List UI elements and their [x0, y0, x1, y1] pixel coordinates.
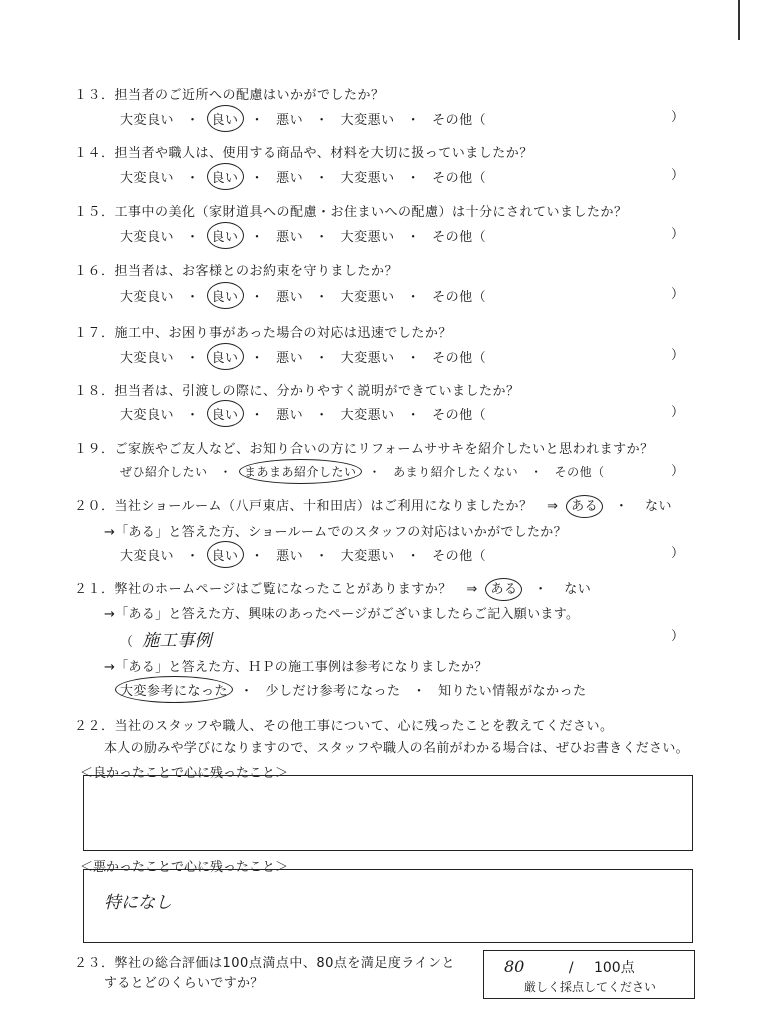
separator: ・	[250, 290, 265, 305]
question-18: １８．担当者は、引渡しの際に、分かりやすく説明ができていましたか？	[74, 384, 520, 399]
q13-option-other[interactable]: その他（	[432, 113, 487, 128]
q18-option-selected[interactable]: 良い	[212, 404, 239, 423]
score-box[interactable]	[483, 950, 695, 999]
q14-option[interactable]: 大変悪い	[340, 171, 395, 186]
separator: ・	[406, 113, 421, 128]
separator: ・	[250, 408, 265, 423]
q22-instructions: 本人の励みや学びになりますので、スタッフや職人の名前がわかる場合は、ぜひお書きください。	[104, 741, 689, 756]
separator: ・	[406, 171, 421, 186]
q13-option-selected[interactable]: 良い	[212, 109, 239, 128]
q14-option[interactable]: 悪い	[276, 171, 304, 186]
question-17: １７．施工中、お困り事があった場合の対応は迅速でしたか？	[74, 326, 452, 341]
q20-option[interactable]: 大変良い	[120, 549, 175, 564]
close-paren: ）	[671, 348, 685, 363]
separator: ・	[315, 171, 329, 186]
separator: ・	[406, 290, 421, 305]
separator: ・	[250, 549, 265, 564]
score-max: 100点	[593, 960, 635, 976]
separator: ・	[250, 351, 265, 366]
q19-option-other[interactable]: その他（	[554, 465, 605, 479]
q20-option[interactable]: 大変悪い	[340, 549, 395, 564]
separator: ・	[186, 351, 200, 366]
q16-option-other[interactable]: その他（	[432, 290, 487, 305]
separator: ・	[315, 408, 329, 423]
question-15: １５．工事中の美化（家財道具への配慮・お住まいへの配慮）は十分にされていましたか？	[74, 205, 628, 220]
separator: ・	[315, 113, 329, 128]
separator: ・	[530, 465, 543, 479]
q15-options	[120, 226, 498, 245]
bad-memory-box[interactable]	[83, 869, 693, 943]
close-paren: ）	[671, 227, 685, 242]
question-23-cont: するとどのくらいですか？	[104, 976, 264, 991]
question-14: １４．担当者や職人は、使用する商品や、材料を大切に扱っていましたか？	[74, 146, 533, 161]
q21-free-answer[interactable]	[120, 626, 212, 651]
separator: ・	[406, 230, 421, 245]
q21-option-selected[interactable]: 大変参考になった	[120, 680, 228, 699]
q13-options	[120, 109, 498, 128]
separator: ・	[186, 408, 200, 423]
separator: ・	[315, 290, 329, 305]
separator: ・	[186, 230, 200, 245]
q21-handwritten-answer: 施工事例	[142, 631, 213, 651]
q16-options	[120, 286, 498, 305]
close-paren: ）	[671, 546, 685, 561]
q18-option[interactable]: 大変良い	[120, 408, 175, 423]
question-21	[74, 578, 591, 597]
q14-option-other[interactable]: その他（	[432, 171, 487, 186]
q17-option-other[interactable]: その他（	[432, 351, 487, 366]
q17-option[interactable]: 大変悪い	[340, 351, 395, 366]
q15-option[interactable]: 大変悪い	[340, 230, 395, 245]
q20-text: ２０．当社ショールーム（八戸東店、十和田店）はご利用になりましたか？	[74, 499, 533, 514]
q21-option[interactable]: 少しだけ参考になった	[265, 684, 401, 699]
q20-options	[120, 545, 498, 564]
q17-option[interactable]: 大変良い	[120, 351, 175, 366]
separator: ・	[406, 351, 421, 366]
score-slash: /	[568, 960, 574, 976]
bad-memory-label: ＜悪かったことで心に残ったこと＞	[80, 860, 289, 875]
q21-option[interactable]: 知りたい情報がなかった	[438, 684, 587, 699]
question-16: １６．担当者は、お客様とのお約束を守りましたか？	[74, 264, 399, 279]
q19-option-selected[interactable]: まあまあ紹介したい	[244, 465, 357, 479]
question-23: ２３．弊社の総合評価は100点満点中、80点を満足度ラインと	[74, 956, 455, 971]
q15-option[interactable]: 大変良い	[120, 230, 175, 245]
q20-option-other[interactable]: その他（	[432, 549, 487, 564]
q21-followup-1: →「ある」と答えた方、興味のあったページがございましたらご記入願います。	[104, 607, 580, 622]
separator: ・	[315, 549, 329, 564]
q19-option[interactable]: あまり紹介したくない	[393, 465, 519, 479]
close-paren: ）	[671, 110, 685, 125]
q15-option[interactable]: 悪い	[276, 230, 304, 245]
q17-options	[120, 347, 498, 366]
q21-followup-2: →「ある」と答えた方、ＨＰの施工事例は参考になりましたか？	[104, 660, 488, 675]
q14-option[interactable]: 大変良い	[120, 171, 175, 186]
separator: ・	[614, 499, 629, 514]
q19-options	[120, 463, 617, 480]
arrow-icon: ⇒	[547, 499, 559, 514]
separator: ・	[315, 351, 329, 366]
q20-yes-selected[interactable]: ある	[571, 499, 599, 514]
scan-edge-line	[738, 0, 740, 40]
separator: ・	[186, 113, 200, 128]
q18-options	[120, 404, 498, 423]
q16-option[interactable]: 大変悪い	[340, 290, 395, 305]
separator: ・	[240, 684, 254, 699]
q20-option-selected[interactable]: 良い	[212, 545, 239, 564]
q15-option-selected[interactable]: 良い	[212, 226, 239, 245]
score-line	[504, 957, 635, 977]
good-memory-box[interactable]	[83, 775, 693, 851]
separator: ・	[406, 408, 421, 423]
score-note: 厳しく採点してください	[524, 980, 657, 994]
bad-memory-answer: 特になし	[104, 893, 172, 913]
separator: ・	[250, 230, 265, 245]
close-paren: ）	[671, 405, 685, 420]
separator: ・	[315, 230, 329, 245]
q16-option[interactable]: 大変良い	[120, 290, 175, 305]
separator: ・	[219, 465, 233, 479]
separator: ・	[186, 290, 200, 305]
separator: ・	[250, 171, 265, 186]
separator: ・	[534, 582, 548, 597]
arrow-icon: ⇒	[466, 582, 478, 597]
q13-option[interactable]: 大変悪い	[340, 113, 395, 128]
q18-option-other[interactable]: その他（	[432, 408, 487, 423]
q13-option[interactable]: 悪い	[276, 113, 304, 128]
q16-option-selected[interactable]: 良い	[212, 286, 239, 305]
q15-option-other[interactable]: その他（	[432, 230, 487, 245]
q21-no[interactable]: ない	[564, 582, 592, 597]
q19-option[interactable]: ぜひ紹介したい	[120, 465, 208, 479]
good-memory-label: ＜良かったことで心に残ったこと＞	[80, 766, 289, 781]
q17-option-selected[interactable]: 良い	[212, 347, 239, 366]
q13-option[interactable]: 大変良い	[120, 113, 175, 128]
separator: ・	[186, 549, 200, 564]
q17-option[interactable]: 悪い	[276, 351, 304, 366]
close-paren: ）	[671, 464, 685, 479]
q20-option[interactable]: 悪い	[276, 549, 304, 564]
q16-option[interactable]: 悪い	[276, 290, 304, 305]
q14-option-selected[interactable]: 良い	[212, 167, 239, 186]
question-22: ２２．当社のスタッフや職人、その他工事について、心に残ったことを教えてください。	[74, 719, 614, 734]
question-20	[74, 495, 672, 514]
q21-yes-selected[interactable]: ある	[490, 582, 518, 597]
close-paren: ）	[671, 287, 685, 302]
separator: ・	[406, 549, 421, 564]
separator: ・	[186, 171, 200, 186]
q18-option[interactable]: 悪い	[276, 408, 304, 423]
q20-followup: →「ある」と答えた方、ショールームでのスタッフの対応はいかがでしたか？	[104, 525, 567, 540]
q18-option[interactable]: 大変悪い	[340, 408, 395, 423]
close-paren: ）	[671, 629, 685, 644]
q21-options	[120, 680, 599, 699]
q20-no[interactable]: ない	[644, 499, 672, 514]
separator: ・	[250, 113, 265, 128]
open-paren: （	[120, 635, 134, 650]
q14-options	[120, 167, 498, 186]
q21-text: ２１．弊社のホームページはご覧になったことがありますか？	[74, 582, 452, 597]
separator: ・	[412, 684, 427, 699]
question-13: １３．担当者のご近所への配慮はいかがでしたか？	[74, 88, 385, 103]
question-19: １９．ご家族やご友人など、お知り合いの方にリフォームササキを紹介したいと思われますか？	[74, 442, 654, 457]
score-value: 80	[504, 957, 525, 976]
separator: ・	[368, 465, 382, 479]
close-paren: ）	[671, 168, 685, 183]
